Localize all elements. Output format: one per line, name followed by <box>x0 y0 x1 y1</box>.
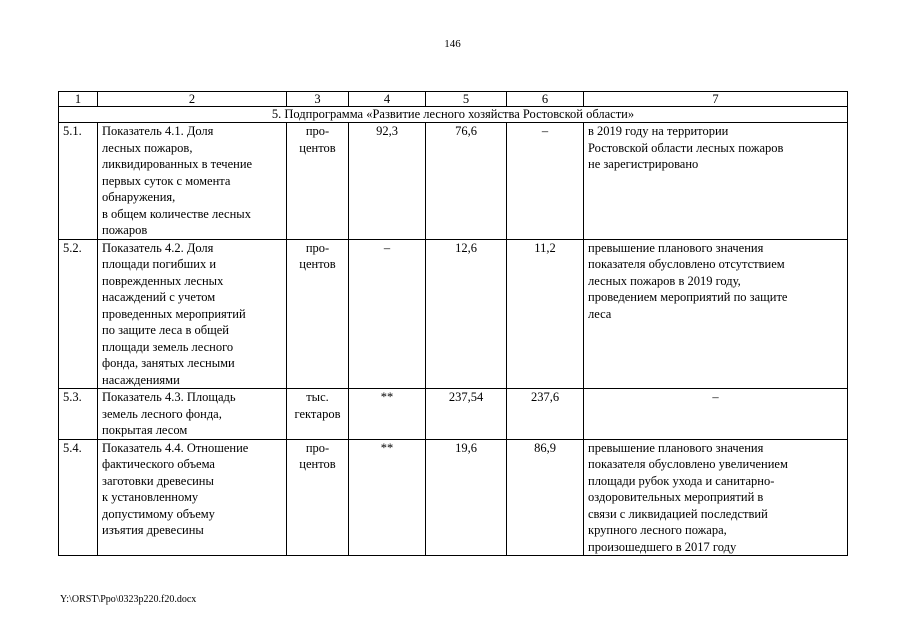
value-col4: ** <box>349 439 426 556</box>
explanation-note-line: показателя обусловлено отсутствием <box>588 257 785 271</box>
indicator-name-line: в общем количестве лесных <box>102 206 251 221</box>
indicator-name-line: допустимому объему <box>102 506 215 521</box>
explanation-note-line: – <box>712 390 719 404</box>
explanation-note <box>584 439 848 556</box>
indicator-name-line: фонда, занятых лесными <box>102 356 235 370</box>
explanation-note-line: оздоровительных мероприятий в <box>588 490 764 504</box>
unit-of-measure-line: тыс. <box>306 390 329 404</box>
indicator-name-line: площади погибших и <box>102 257 217 271</box>
row-number: 5.1. <box>59 123 98 240</box>
indicator-name-line: покрытая лесом <box>102 423 188 437</box>
explanation-note-line: произошедшего в 2017 году <box>588 539 737 554</box>
indicator-name-line: насаждениями <box>102 372 180 387</box>
explanation-note-line: площади рубок ухода и санитарно- <box>588 473 775 488</box>
indicator-name-line: фактического объема <box>102 457 215 471</box>
explanation-note-line: превышение планового значения <box>588 440 764 455</box>
table-row <box>59 239 848 389</box>
explanation-note-line: лесных пожаров в 2019 году, <box>588 273 741 288</box>
explanation-note <box>584 123 848 240</box>
row-number: 5.4. <box>59 439 98 556</box>
table-body <box>59 92 848 556</box>
indicator-name-line: изъятия древесины <box>102 523 204 537</box>
column-header: 1 <box>59 92 98 107</box>
explanation-note-line: в 2019 году на территории <box>588 124 729 138</box>
indicator-name-line: обнаружения, <box>102 190 176 204</box>
indicator-name <box>98 239 287 389</box>
indicator-name-line: к установленному <box>102 490 199 504</box>
file-path-footer: Y:\ORST\Ppo\0323p220.f20.docx <box>60 594 197 605</box>
value-col5: 12,6 <box>426 239 507 389</box>
column-header: 6 <box>507 92 584 107</box>
page-number: 146 <box>444 38 461 50</box>
section-title: 5. Подпрограмма «Развитие лесного хозяйства Ростовской области» <box>59 107 848 123</box>
value-col5: 237,54 <box>426 389 507 440</box>
indicator-name-line: земель лесного фонда, <box>102 406 222 421</box>
column-header-row <box>59 92 848 107</box>
unit-of-measure <box>287 389 349 440</box>
table-row <box>59 389 848 440</box>
unit-of-measure-line: про- <box>305 124 330 138</box>
value-col5: 76,6 <box>426 123 507 240</box>
unit-of-measure-line: центов <box>299 457 336 471</box>
indicator-name-line: по защите леса в общей <box>102 323 229 337</box>
explanation-note-line: проведением мероприятий по защите <box>588 290 788 304</box>
indicator-name-line: ликвидированных в течение <box>102 157 253 171</box>
unit-of-measure <box>287 239 349 389</box>
column-header: 5 <box>426 92 507 107</box>
indicator-name <box>98 439 287 556</box>
section-title-row <box>59 107 848 123</box>
unit-of-measure-line: гектаров <box>294 406 341 421</box>
indicator-name <box>98 389 287 440</box>
indicator-name <box>98 123 287 240</box>
unit-of-measure-line: центов <box>299 257 336 271</box>
explanation-note-line: не зарегистрировано <box>588 157 699 171</box>
explanation-note-line: крупного лесного пожара, <box>588 523 727 537</box>
value-col4: 92,3 <box>349 123 426 240</box>
unit-of-measure-line: про- <box>305 240 330 255</box>
indicator-name-line: Показатель 4.2. Доля <box>102 240 214 255</box>
table-row <box>59 123 848 240</box>
indicator-name-line: Показатель 4.3. Площадь <box>102 390 236 404</box>
indicator-name-line: заготовки древесины <box>102 473 214 488</box>
unit-of-measure <box>287 439 349 556</box>
column-header: 7 <box>584 92 848 107</box>
row-number: 5.3. <box>59 389 98 440</box>
column-header: 2 <box>98 92 287 107</box>
row-number: 5.2. <box>59 239 98 389</box>
indicator-name-line: проведенных мероприятий <box>102 306 246 321</box>
indicator-name-line: насаждений с учетом <box>102 290 216 304</box>
indicator-name-line: лесных пожаров, <box>102 140 193 155</box>
explanation-note-line: Ростовской области лесных пожаров <box>588 140 784 155</box>
explanation-note-line: связи с ликвидацией последствий <box>588 506 768 521</box>
value-col4: – <box>349 239 426 389</box>
table-row <box>59 439 848 556</box>
explanation-note <box>584 239 848 389</box>
explanation-note <box>584 389 848 440</box>
indicator-name-line: площади земель лесного <box>102 339 234 354</box>
value-col6: 11,2 <box>507 239 584 389</box>
value-col6: 237,6 <box>507 389 584 440</box>
explanation-note-line: леса <box>588 306 612 321</box>
value-col6: 86,9 <box>507 439 584 556</box>
column-header: 4 <box>349 92 426 107</box>
value-col5: 19,6 <box>426 439 507 556</box>
explanation-note-line: показателя обусловлено увеличением <box>588 457 788 471</box>
indicator-name-line: первых суток с момента <box>102 173 231 188</box>
indicator-table <box>58 91 848 556</box>
value-col4: ** <box>349 389 426 440</box>
unit-of-measure-line: про- <box>305 440 330 455</box>
indicator-name-line: пожаров <box>102 223 148 237</box>
indicator-name-line: Показатель 4.1. Доля <box>102 124 214 138</box>
unit-of-measure <box>287 123 349 240</box>
indicator-name-line: Показатель 4.4. Отношение <box>102 440 249 455</box>
indicator-name-line: поврежденных лесных <box>102 273 224 288</box>
explanation-note-line: превышение планового значения <box>588 240 764 255</box>
column-header: 3 <box>287 92 349 107</box>
value-col6: – <box>507 123 584 240</box>
unit-of-measure-line: центов <box>299 140 336 155</box>
